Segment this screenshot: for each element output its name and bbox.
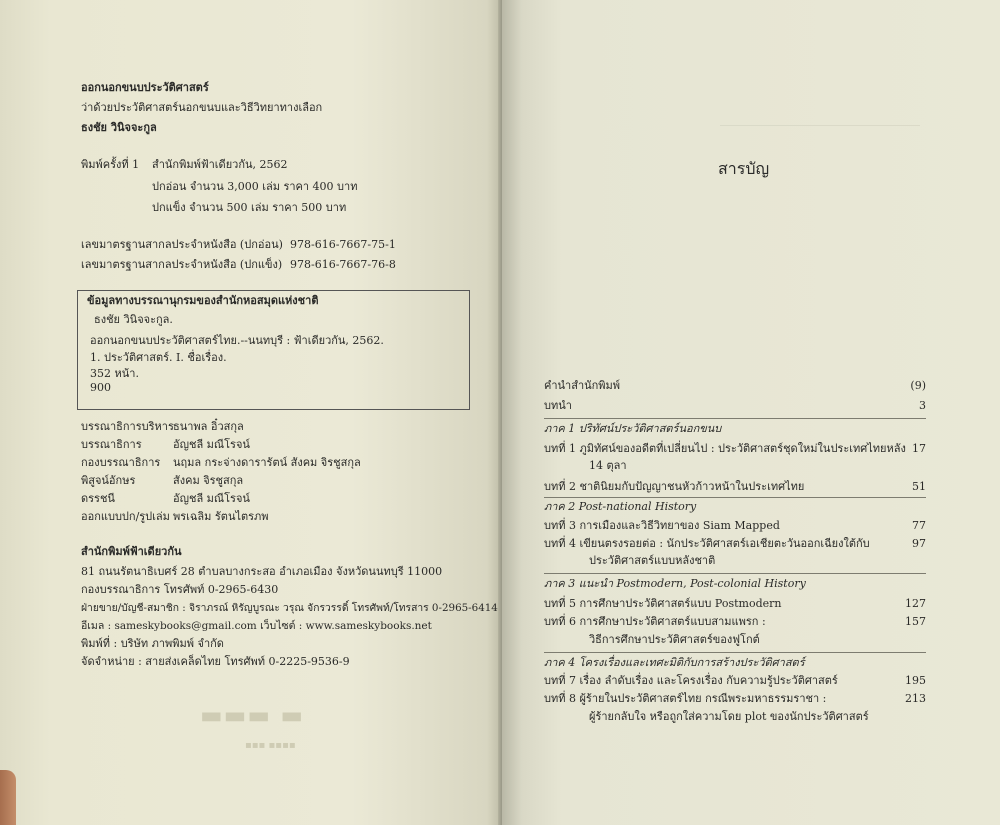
staff-role: พิสูจน์อักษร (81, 474, 136, 487)
toc-chapter (544, 536, 926, 551)
book-subtitle: ว่าด้วยประวัติศาสตร์นอกขนบและวิธีวิทยาทางเลือก (81, 101, 323, 114)
isbn-value: 978-616-7667-75-1 (290, 238, 396, 251)
finger-edge (0, 770, 16, 825)
toc-entry-title: บทนำ (544, 399, 572, 412)
toc-chapter-page: 157 (905, 615, 926, 628)
cip-line: 1. ประวัติศาสตร์. I. ชื่อเรื่อง. (90, 351, 227, 364)
toc-chapter (544, 596, 926, 611)
cip-line: ออกนอกขนบประวัติศาสตร์ไทย.--นนทบุรี : ฟ้าเดียวกัน, 2562. (90, 334, 384, 347)
show-through-logo: ▬▬▬ ▬ (200, 700, 305, 729)
toc-entry-page: 3 (919, 399, 926, 412)
toc-chapter (544, 518, 926, 533)
staff-name: อัญชลี มณีโรจน์ (173, 492, 250, 505)
toc-chapter-continued (544, 709, 926, 724)
sales-contact: ฝ่ายขาย/บัญชี-สมาชิก : จิราภรณ์ หิรัญบูรณะ วรุณ จักรวรรดิ์ โทรศัพท์/โทรสาร 0-2965-6414 (81, 602, 498, 614)
toc-chapter-continued (544, 458, 926, 473)
toc-chapter-page: 17 (912, 442, 926, 455)
printer: พิมพ์ที่ : บริษัท ภาพพิมพ์ จำกัด (81, 637, 224, 650)
show-through-mark: ▪▪▪ ▪▪▪▪ (245, 740, 296, 751)
staff-role: กองบรรณาธิการ (81, 456, 161, 469)
staff-role: บรรณาธิการบริหาร (81, 420, 174, 433)
cip-classification: 900 (90, 381, 111, 394)
toc-chapter-continued (544, 632, 926, 647)
toc-part-heading: ภาค 2 Post-national History (544, 500, 697, 513)
staff-name: นฤมล กระจ่างดารารัตน์ สังคม จิรชูสกุล (173, 456, 361, 469)
toc-part-heading: ภาค 1 ปริทัศน์ประวัติศาสตร์นอกขนบ (544, 422, 722, 435)
toc-entry (544, 398, 926, 413)
toc-part-heading: ภาค 3 แนะนำ Postmodern, Post-colonial History (544, 577, 806, 590)
toc-chapter-title: บทที่ 3 การเมืองและวิธีวิทยาของ Siam Mapped (544, 519, 780, 532)
toc-chapter-title: บทที่ 1 ภูมิทัศน์ของอดีตที่เปลี่ยนไป : ประวัติศาสตร์ชุดใหม่ในประเทศไทยหลัง (544, 442, 906, 455)
part-divider (544, 652, 926, 653)
toc-chapter-title: บทที่ 4 เขียนตรงรอยต่อ : นักประวัติศาสตร์เอเชียตะวันออกเฉียงใต้กับ (544, 537, 870, 550)
toc-chapter (544, 614, 926, 629)
toc-chapter-page: 213 (905, 692, 926, 705)
toc-chapter-continued (544, 553, 926, 568)
part-divider (544, 573, 926, 574)
toc-chapter-title: บทที่ 6 การศึกษาประวัติศาสตร์แบบสามแพรก : (544, 615, 766, 628)
isbn-label: เลขมาตรฐานสากลประจำหนังสือ (ปกอ่อน) (81, 238, 283, 251)
staff-name: ธนาพล อิ๋วสกุล (173, 420, 244, 433)
toc-chapter-title: บทที่ 5 การศึกษาประวัติศาสตร์แบบ Postmodern (544, 597, 782, 610)
edition-line: ปกอ่อน จำนวน 3,000 เล่ม ราคา 400 บาท (152, 180, 358, 193)
toc-chapter-page: 97 (912, 537, 926, 550)
toc-chapter (544, 673, 926, 688)
toc-chapter-page: 51 (912, 480, 926, 493)
staff-role: ดรรชนี (81, 492, 115, 505)
isbn-label: เลขมาตรฐานสากลประจำหนังสือ (ปกแข็ง) (81, 258, 283, 271)
staff-role: บรรณาธิการ (81, 438, 142, 451)
cip-box (77, 290, 470, 410)
cip-line: ธงชัย วินิจจะกูล. (94, 313, 173, 326)
staff-role: ออกแบบปก/รูปเล่ม (81, 510, 170, 523)
toc-chapter (544, 691, 926, 706)
staff-name: พรเฉลิม รัตนไตรภพ (173, 510, 269, 523)
toc-chapter-page: 127 (905, 597, 926, 610)
part-divider (544, 497, 926, 498)
cip-heading: ข้อมูลทางบรรณานุกรมของสำนักหอสมุดแห่งชาติ (87, 294, 319, 307)
edition-label: พิมพ์ครั้งที่ 1 (81, 158, 140, 171)
staff-name: อัญชลี มณีโรจน์ (173, 438, 250, 451)
toc-title: สารบัญ (718, 159, 770, 178)
editorial-phone: กองบรรณาธิการ โทรศัพท์ 0-2965-6430 (81, 583, 279, 596)
edition-line: ปกแข็ง จำนวน 500 เล่ม ราคา 500 บาท (152, 201, 347, 214)
toc-entry (544, 378, 926, 393)
part-divider (544, 418, 926, 419)
author-name: ธงชัย วินิจจะกูล (81, 121, 157, 134)
toc-entry-page: (9) (910, 379, 926, 392)
isbn-value: 978-616-7667-76-8 (290, 258, 396, 271)
toc-chapter-title-cont: ประวัติศาสตร์แบบหลังชาติ (589, 554, 716, 567)
toc-chapter-title: บทที่ 2 ชาตินิยมกับปัญญาชนหัวก้าวหน้าในประเทศไทย (544, 480, 805, 493)
toc-chapter-page: 77 (912, 519, 926, 532)
toc-chapter-title: บทที่ 7 เรื่อง ลำดับเรื่อง และโครงเรื่อง กับความรู้ประวัติศาสตร์ (544, 674, 838, 687)
toc-chapter-title-cont: 14 ตุลา (589, 459, 627, 472)
edition-line: สำนักพิมพ์ฟ้าเดียวกัน, 2562 (152, 158, 288, 171)
toc-chapter (544, 479, 926, 494)
toc-chapter-title-cont: วิธีการศึกษาประวัติศาสตร์ของฟูโกต์ (589, 633, 760, 646)
publisher-name: สำนักพิมพ์ฟ้าเดียวกัน (81, 545, 182, 558)
toc-entry-title: คำนำสำนักพิมพ์ (544, 379, 621, 392)
email-website: อีเมล : sameskybooks@gmail.com เว็บไซต์ : www.sameskybooks.net (81, 620, 432, 632)
publisher-address: 81 ถนนรัตนาธิเบศร์ 28 ตำบลบางกระสอ อำเภอเมือง จังหวัดนนทบุรี 11000 (81, 565, 443, 578)
distributor: จัดจำหน่าย : สายส่งเคล็ดไทย โทรศัพท์ 0-2225-9536-9 (81, 655, 350, 668)
cip-line: 352 หน้า. (90, 367, 139, 380)
toc-chapter-title: บทที่ 8 ผู้ร้ายในประวัติศาสตร์ไทย กรณีพระมหาธรรมราชา : (544, 692, 827, 705)
toc-chapter-page: 195 (905, 674, 926, 687)
toc-chapter-title-cont: ผู้ร้ายกลับใจ หรือถูกใส่ความโดย plot ของนักประวัติศาสตร์ (589, 710, 869, 723)
staff-name: สังคม จิรชูสกุล (173, 474, 244, 487)
toc-part-heading: ภาค 4 โครงเรื่องและเทศะมิติกับการสร้างประวัติศาสตร์ (544, 656, 805, 669)
book-title: ออกนอกขนบประวัติศาสตร์ (81, 81, 209, 94)
toc-chapter (544, 441, 926, 456)
